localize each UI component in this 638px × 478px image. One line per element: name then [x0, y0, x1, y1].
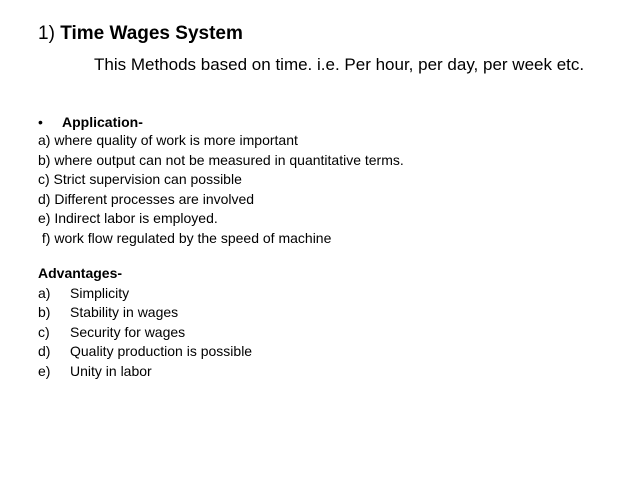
application-heading [38, 113, 143, 131]
application-item: f) work flow regulated by the speed of machine [38, 229, 332, 246]
advantage-letter: c) [38, 323, 50, 340]
advantage-item [38, 342, 252, 361]
advantage-item [38, 303, 252, 322]
application-item: a) where quality of work is more important [38, 132, 298, 148]
application-item: d) Different processes are involved [38, 190, 255, 207]
application-item: e) Indirect labor is employed. [38, 210, 218, 227]
advantages-heading: Advantages- [38, 265, 123, 281]
application-list [38, 131, 404, 249]
advantage-letter: a) [38, 285, 51, 301]
intro-paragraph: This Methods based on time. i.e. Per hour, per day, per week etc. [94, 55, 585, 74]
advantage-text: Stability in wages [70, 304, 179, 321]
application-item: c) Strict supervision can possible [38, 171, 242, 188]
advantage-item [38, 284, 252, 303]
slide-heading [38, 22, 243, 46]
advantage-item [38, 362, 252, 381]
advantage-text: Quality production is possible [70, 343, 253, 360]
bullet-icon: • [38, 114, 43, 130]
application-item: b) where output can not be measured in quantitative terms. [38, 151, 404, 168]
advantage-text: Security for wages [70, 323, 186, 340]
advantage-item [38, 323, 252, 342]
application-title: Application- [62, 114, 143, 130]
heading-title: Time Wages System [60, 23, 243, 44]
advantage-letter: b) [38, 304, 51, 321]
advantages-list [38, 284, 252, 381]
advantage-text: Simplicity [70, 285, 130, 301]
advantage-letter: e) [38, 362, 51, 379]
heading-number: 1) [38, 23, 55, 44]
advantage-text: Unity in labor [70, 362, 152, 379]
advantage-letter: d) [38, 343, 51, 360]
